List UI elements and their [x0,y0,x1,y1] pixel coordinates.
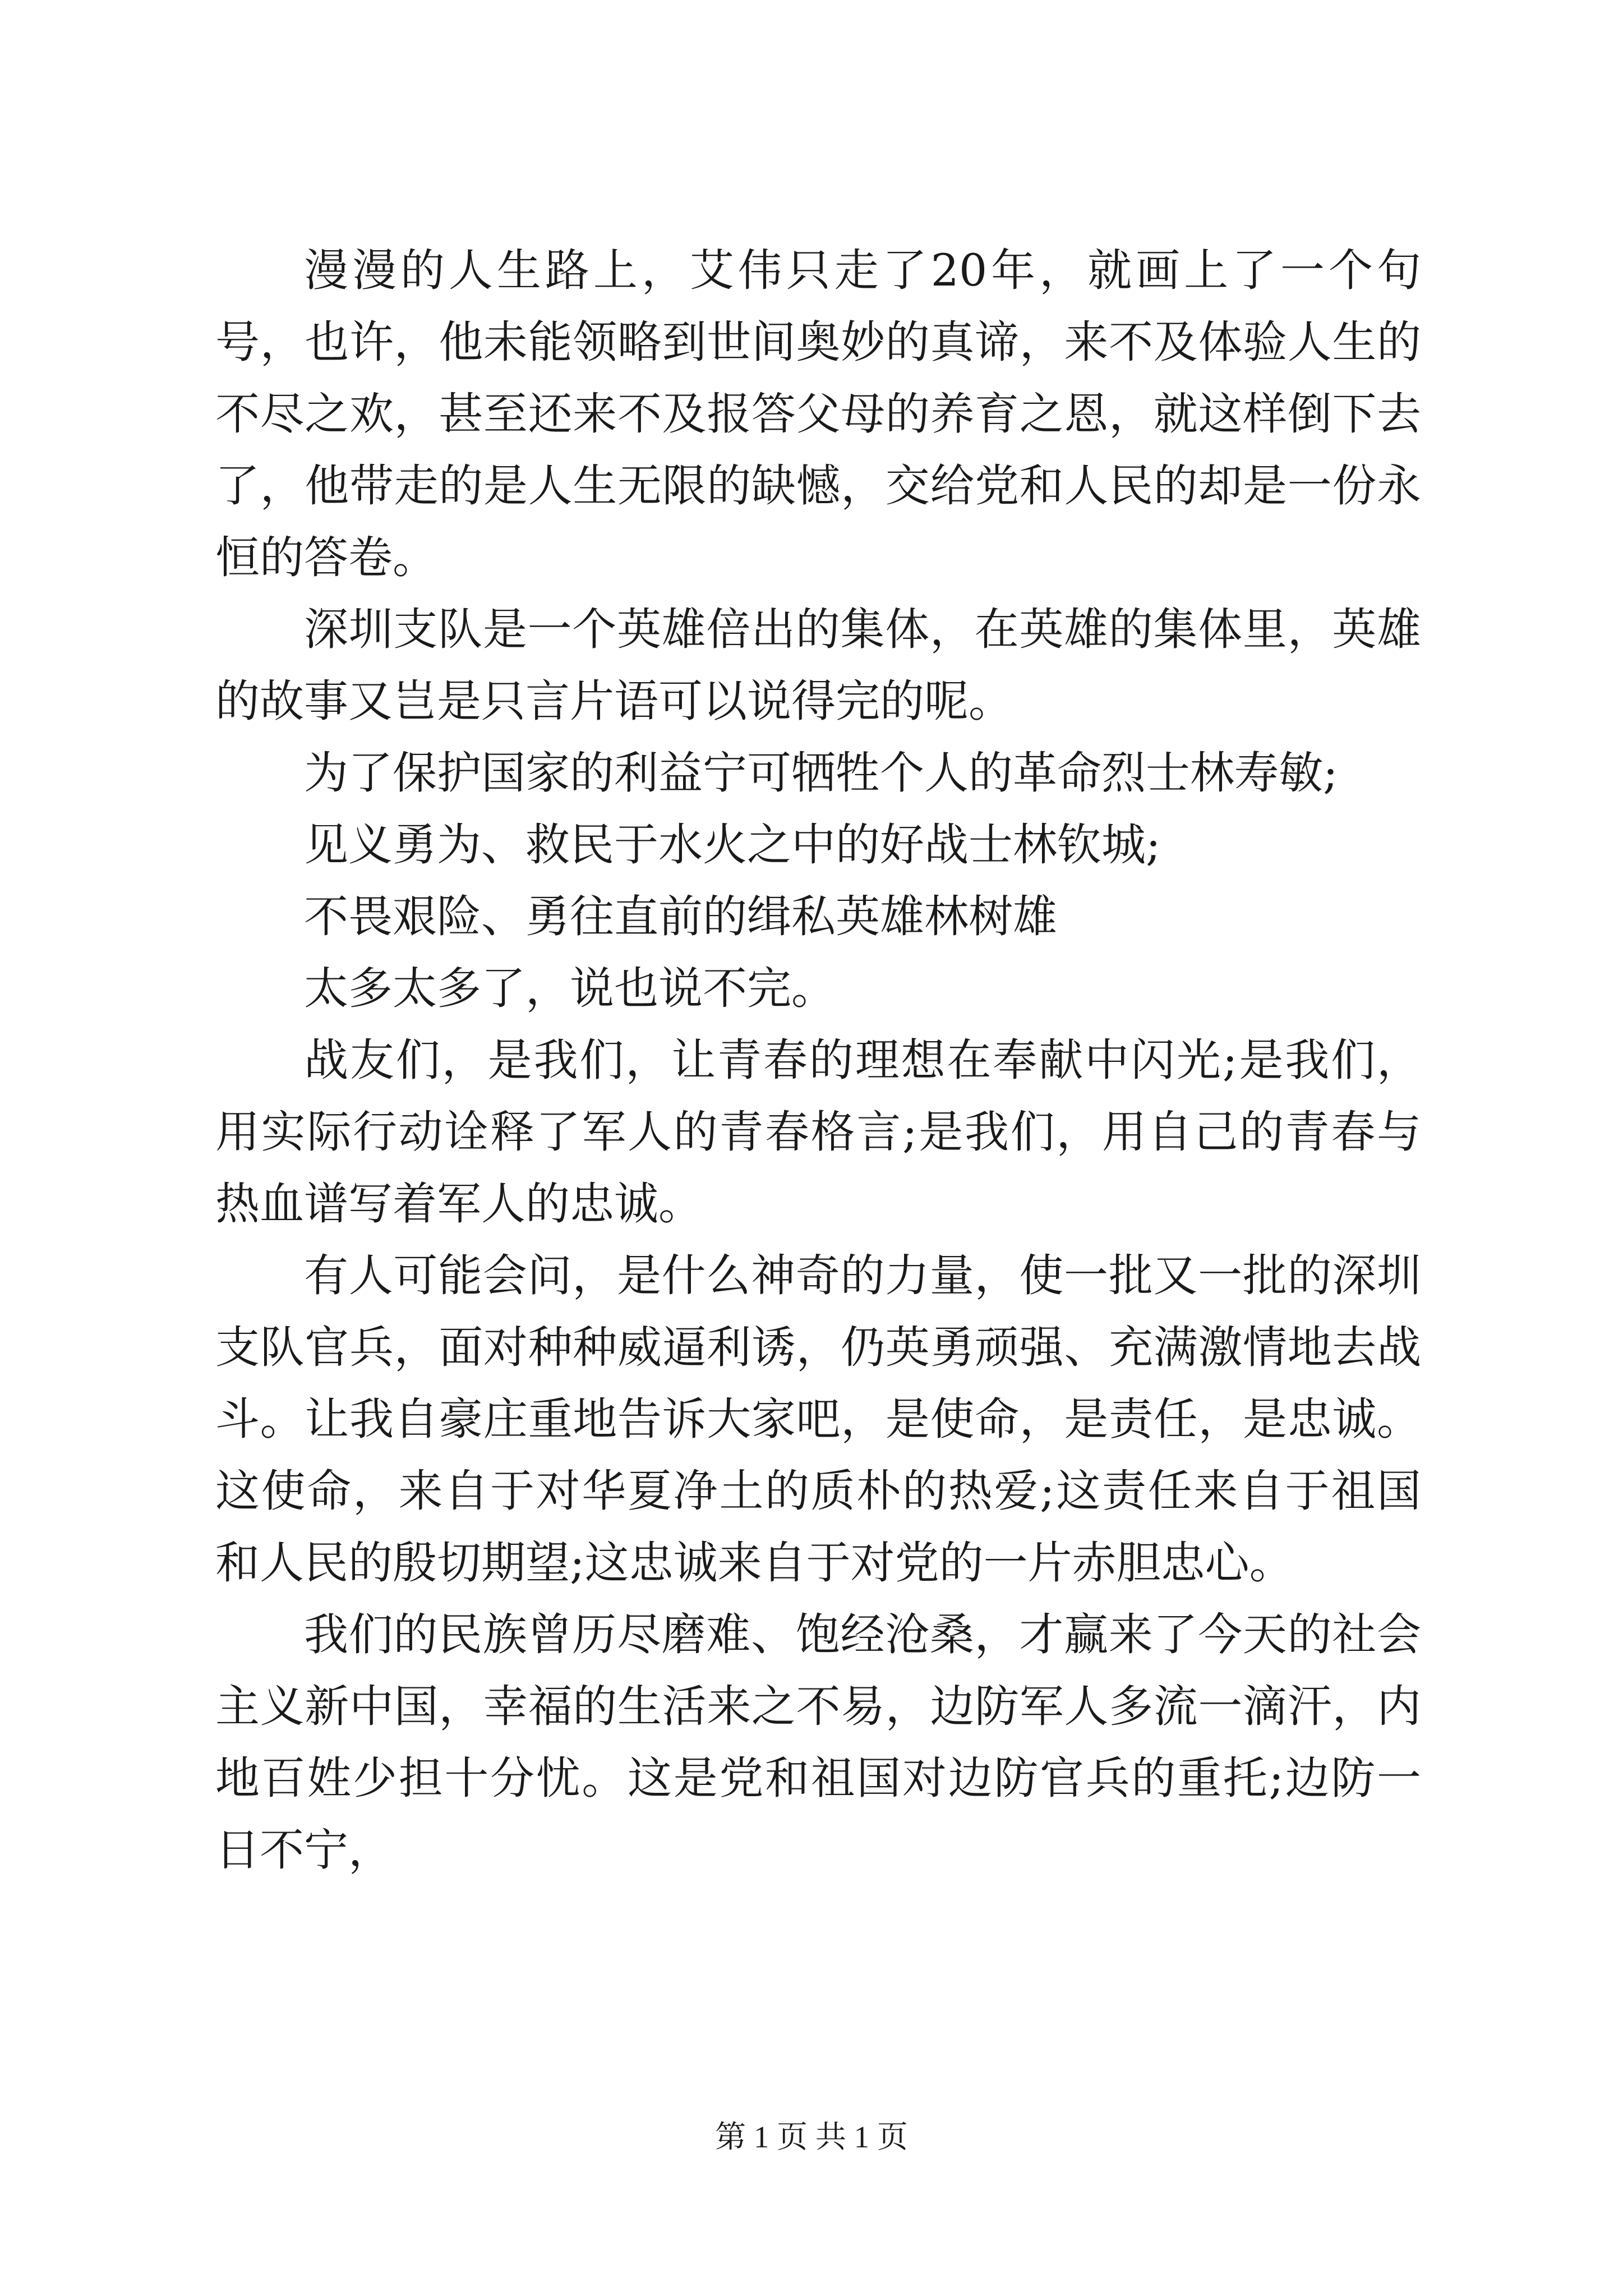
paragraph: 见义勇为、救民于水火之中的好战士林钦城; [304,819,1161,871]
paragraph: 我们的民族曾历尽磨难、饱经沧桑，才赢来了今天的社会主义新中国，幸福的生活来之不易，边防军人多流一滴汗，内地百姓少担十分忧。这是党和祖国对边防官兵的重托;边防一日不宁， [215,1609,1421,1876]
paragraph: 漫漫的人生路上，艾伟只走了20年，就画上了一个句号，也许，他未能领略到世间奥妙的真谛，来不及体验人生的不尽之欢，甚至还来不及报答父母的养育之恩，就这样倒下去了，他带走的是人生无限的缺憾，交给党和人民的却是一份永恒的答卷。 [215,245,1421,583]
paragraph: 战友们，是我们，让青春的理想在奉献中闪光;是我们，用实际行动诠释了军人的青春格言;是我们，用自己的青春与热血谱写着军人的忠诚。 [215,1034,1421,1230]
paragraph: 太多太多了，说也说不完。 [304,963,836,1014]
page-footer: 第 1 页 共 1 页 [715,2120,908,2154]
document-body [215,234,1421,1886]
paragraph: 深圳支队是一个英雄倍出的集体，在英雄的集体里，英雄的故事又岂是只言片语可以说得完的呢。 [215,604,1421,727]
paragraph: 有人可能会问，是什么神奇的力量，使一批又一批的深圳支队官兵，面对种种威逼利诱，仍英勇顽强、充满激情地去战斗。让我自豪庄重地告诉大家吧，是使命，是责任，是忠诚。这使命，来自于对华夏净土的质朴的热爱;这责任来自于祖国和人民的殷切期望;这忠诚来自于对党的一片赤胆忠心。 [215,1250,1421,1589]
paragraph: 不畏艰险、勇往直前的缉私英雄林树雄 [304,891,1057,942]
paragraph: 为了保护国家的利益宁可牺牲个人的革命烈士林寿敏; [304,747,1338,799]
